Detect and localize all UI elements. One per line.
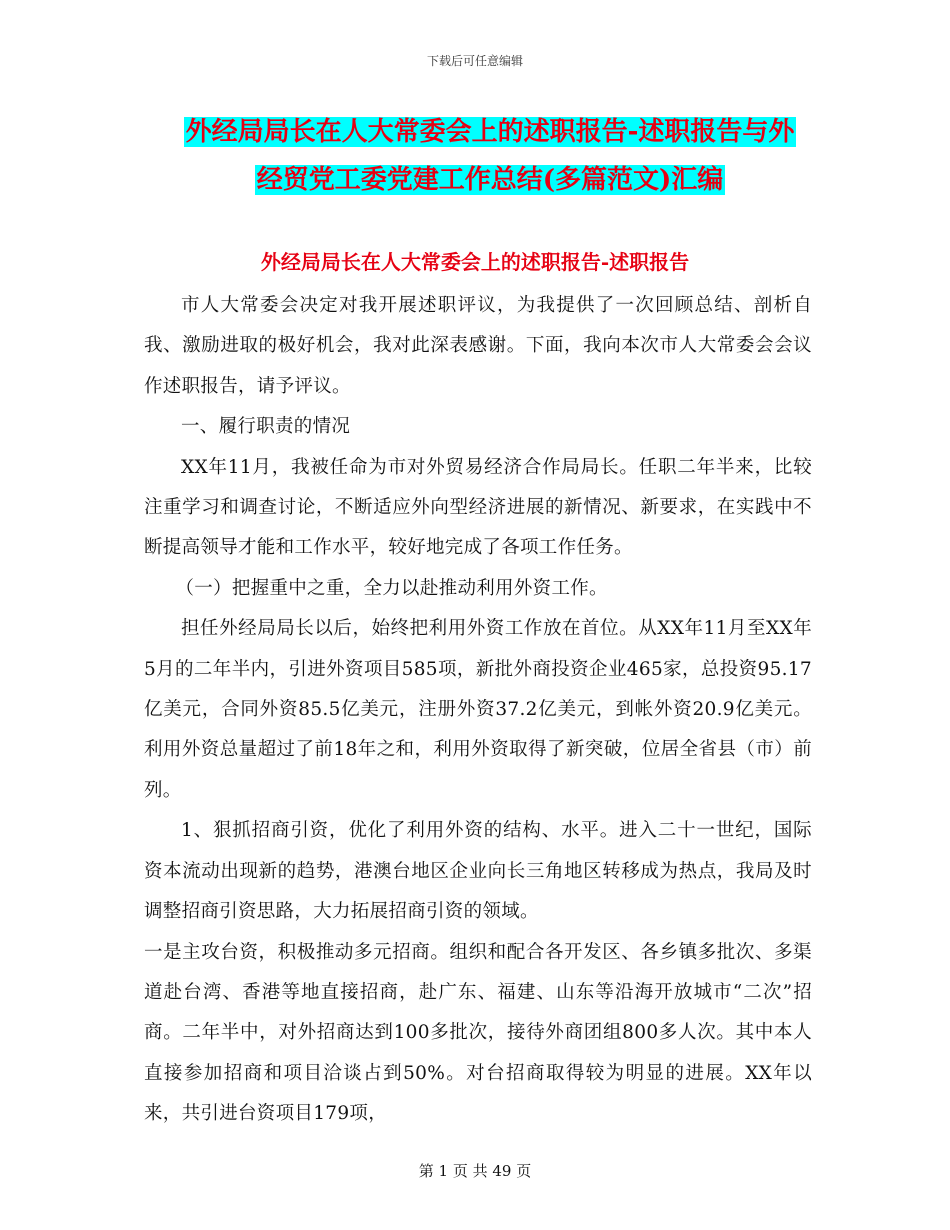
- title-line-2: 经贸党工委党建工作总结(多篇范文)汇编: [256, 165, 724, 195]
- paragraph: 担任外经局局长以后，始终把利用外资工作放在首位。从XX年11月至XX年5月的二年半内，引进外资项目585项，新批外商投资企业465家，总投资95.17亿美元，合同外资85.5亿美元，注册外资37.2亿美元，到帐外资20.9亿美元。利用外资总量超过了前18年之和，利用外资取得了新突破，位居全省县（市）前列。: [144, 618, 812, 801]
- paragraph: 一是主攻台资，积极推动多元招商。组织和配合各开发区、各乡镇多批次、多渠道赴台湾、香港等地直接招商，赴广东、福建、山东等沿海开放城市“二次”招商。二年半中，对外招商达到100多批次，接待外商团组800多人次。其中本人直接参加招商和项目洽谈占到50%。对台招商取得较为明显的进展。XX年以来，共引进台资项目179项，: [144, 941, 812, 1125]
- header-note: 下载后可任意编辑: [426, 54, 523, 68]
- document-title: [150, 108, 830, 204]
- paragraph: XX年11月，我被任命为市对外贸易经济合作局局长。任职二年半来，比较注重学习和调查讨论，不断适应外向型经济进展的新情况、新要求，在实践中不断提高领导才能和工作水平，较好地完成了各项工作任务。: [144, 456, 812, 559]
- paragraph-heading: 一、履行职责的情况: [181, 416, 351, 438]
- section-title: 外经局局长在人大常委会上的述职报告-述职报告: [260, 250, 690, 274]
- paragraph: 1、狠抓招商引资，优化了利用外资的结构、水平。进入二十一世纪，国际资本流动出现新的趋势，港澳台地区企业向长三角地区转移成为热点，我局及时调整招商引资思路，大力拓展招商引资的领域。: [144, 820, 812, 923]
- document-body: [144, 286, 812, 1135]
- paragraph-heading: （一）把握重中之重，全力以赴推动利用外资工作。: [175, 577, 608, 599]
- page-number: 第 1 页 共 49 页: [418, 1162, 532, 1180]
- title-line-1: 外经局局长在人大常委会上的述职报告-述职报告与外: [185, 117, 795, 147]
- paragraph: 市人大常委会决定对我开展述职评议，为我提供了一次回顾总结、剖析自我、激励进取的极好机会，我对此深表感谢。下面，我向本次市人大常委会会议作述职报告，请予评议。: [144, 295, 812, 397]
